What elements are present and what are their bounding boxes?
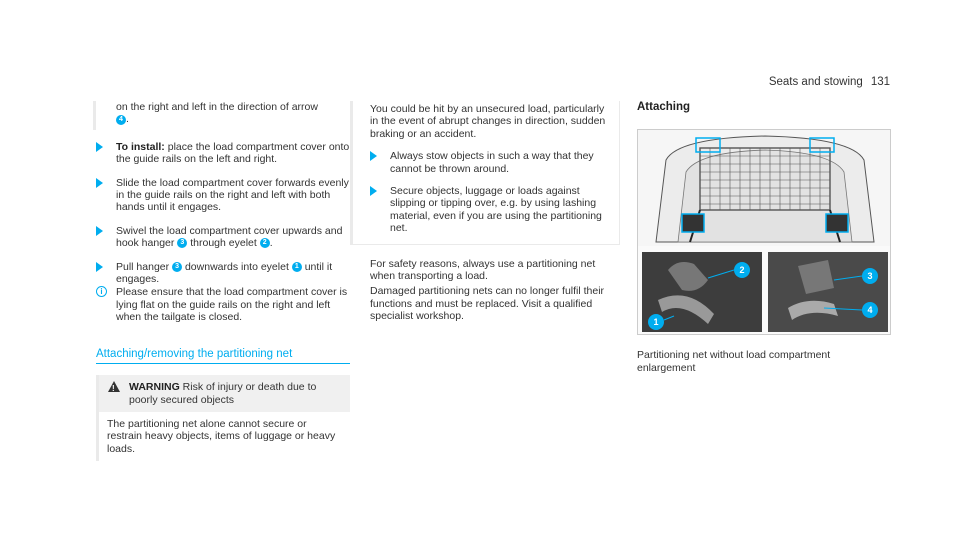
step-pull: Pull hanger 3 downwards into eyelet 1 until it engages. xyxy=(96,261,350,286)
step-arrow-icon xyxy=(370,186,377,196)
step-arrow-icon xyxy=(96,178,103,188)
step-arrow-icon xyxy=(96,262,103,272)
page-header xyxy=(769,76,890,88)
step-arrow-icon xyxy=(96,142,103,152)
section-heading: Attaching/removing the partitioning net xyxy=(96,348,350,364)
paragraph-safety: For safety reasons, always use a partitioning net when transporting a load. xyxy=(370,257,596,283)
warning-box xyxy=(96,375,350,461)
callout-4: 4 xyxy=(116,115,126,125)
callout-2: 2 xyxy=(260,238,270,248)
callout-3: 3 xyxy=(177,238,187,248)
warning-body: The partitioning net alone cannot secure or restrain heavy objects, items of luggage or heavy loads. xyxy=(107,417,336,455)
figure-caption: Partitioning net without load compartment enlargement xyxy=(637,349,831,374)
page-number: 131 xyxy=(870,76,890,88)
net-diagram xyxy=(638,130,891,335)
attaching-heading: Attaching xyxy=(637,101,691,113)
figure-callout-1: 1 xyxy=(653,317,659,328)
warning-continued-box xyxy=(350,101,620,245)
column-left xyxy=(96,101,350,461)
figure-callout-2: 2 xyxy=(739,265,745,276)
callout-1: 1 xyxy=(292,262,302,272)
warning-step-secure: Secure objects, luggage or loads against slipping or tipping over, e.g. by using lashing material, even if you are using the partitioning net. xyxy=(370,185,607,235)
callout-3: 3 xyxy=(172,262,182,272)
step-arrow-icon xyxy=(370,151,377,161)
partitioning-net-illustration xyxy=(637,129,891,335)
warning-header: ! WARNING Risk of injury or death due to poorly secured objects xyxy=(99,375,350,412)
column-middle xyxy=(350,101,620,323)
paragraph-damaged: Damaged partitioning nets can no longer fulfil their functions and must be replaced. Visit a qualified specialist workshop. xyxy=(370,285,605,323)
step-install: To install: place the load compartment cover onto the guide rails on the left and right. xyxy=(96,141,350,166)
figure-callout-3: 3 xyxy=(867,271,873,282)
figure-callout-4: 4 xyxy=(867,305,873,316)
warning-icon: ! xyxy=(108,381,120,392)
step-swivel: Swivel the load compartment cover upwards and hook hanger 3 through eyelet 2 . xyxy=(96,225,350,250)
warning-step-stow: Always stow objects in such a way that they cannot be thrown around. xyxy=(370,150,607,175)
info-icon: i xyxy=(96,286,107,297)
section-name: Seats and stowing xyxy=(768,76,863,88)
info-note: i Please ensure that the load compartment cover is lying flat on the guide rails on the right and left when the tailgate is closed. xyxy=(96,286,350,323)
continued-step: on the right and left in the direction of arrow 4 . xyxy=(93,101,350,130)
step-slide: Slide the load compartment cover forwards evenly in the guide rails on the right and left with both hands until it engages. xyxy=(96,177,350,214)
warning-intro: You could be hit by an unsecured load, particularly in the event of abrupt changes in direction, sudden braking or an accident. xyxy=(370,103,606,140)
step-arrow-icon xyxy=(96,226,103,236)
column-right xyxy=(637,101,891,374)
